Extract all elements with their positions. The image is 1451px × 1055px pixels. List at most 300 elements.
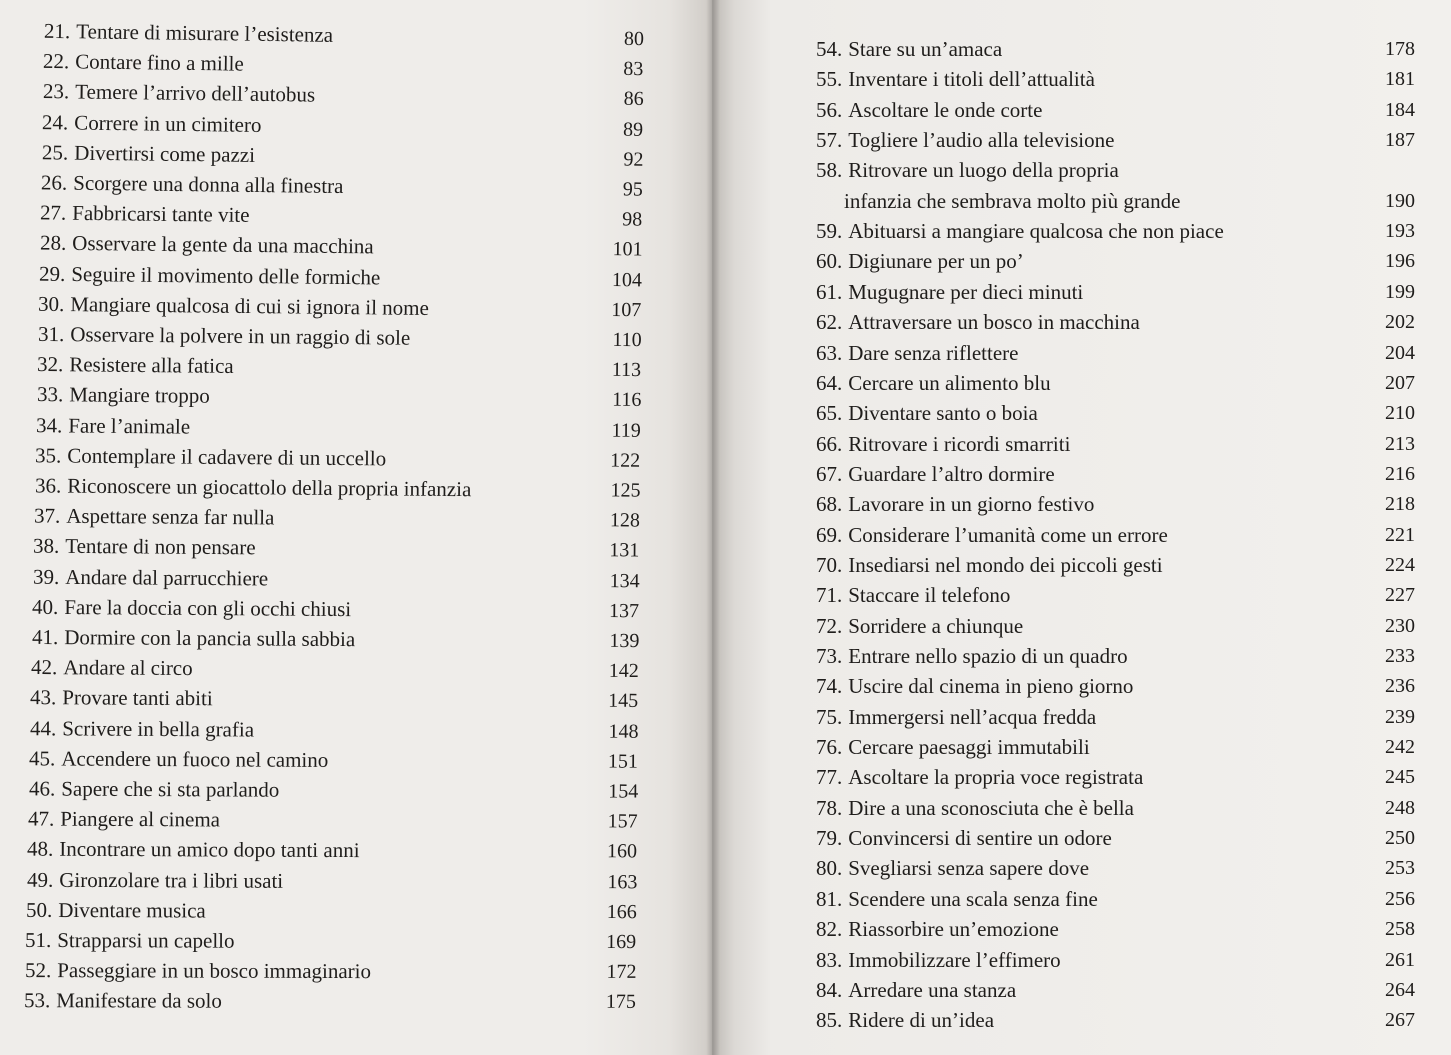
toc-entry-title xyxy=(816,673,1133,699)
toc-entry-number: 31. xyxy=(37,321,65,347)
toc-entry-page-number: 163 xyxy=(606,870,638,893)
toc-entry-text: Sorridere a chiunque xyxy=(848,613,1024,638)
toc-entry-page-number: 119 xyxy=(611,419,641,442)
toc-entry-number: 72. xyxy=(816,613,843,638)
toc-entry-page-number: 125 xyxy=(610,479,641,502)
toc-entry-text: Ascoltare la propria voce registrata xyxy=(848,765,1144,790)
toc-entry-page-number: 139 xyxy=(608,629,640,653)
toc-entry xyxy=(816,188,1415,214)
toc-entry xyxy=(816,157,1415,183)
toc-entry xyxy=(816,431,1415,457)
toc-entry-text: Gironzolare tra i libri usati xyxy=(58,867,283,893)
toc-entry-title xyxy=(816,825,1112,851)
toc-entry-page-number: 160 xyxy=(607,840,638,863)
toc-entry-number: 70. xyxy=(816,552,843,577)
toc-entry-title xyxy=(25,957,371,984)
toc-entry-page-number: 193 xyxy=(1385,220,1415,243)
toc-entry xyxy=(44,18,644,52)
toc-entry-title xyxy=(43,78,316,108)
book-gutter xyxy=(706,0,720,1055)
toc-entry xyxy=(816,855,1415,881)
toc-entry-number: 65. xyxy=(816,401,843,426)
toc-entry-number: 30. xyxy=(38,291,65,316)
toc-entry-title xyxy=(27,866,283,893)
toc-entry-number: 29. xyxy=(38,261,66,286)
toc-entry-page-number: 116 xyxy=(611,389,642,412)
toc-entry-page-number: 131 xyxy=(609,539,640,562)
toc-entry-page-number: 204 xyxy=(1385,341,1415,364)
toc-entry xyxy=(42,109,643,143)
toc-entry-page-number: 80 xyxy=(623,27,645,51)
toc-entry xyxy=(816,1007,1415,1033)
toc-entry-text: Guardare l’altro dormire xyxy=(848,461,1055,486)
toc-entry xyxy=(816,916,1415,942)
toc-entry-text: Fare l’animale xyxy=(68,413,191,439)
toc-entry xyxy=(33,563,640,594)
toc-entry-page-number: 107 xyxy=(611,298,642,322)
toc-entry-text: Dire a una sconosciuta che è bella xyxy=(848,795,1134,820)
toc-entry-text: Mugugnare per dieci minuti xyxy=(848,279,1084,304)
toc-entry-text: Cercare paesaggi immutabili xyxy=(848,735,1090,760)
toc-entry-page-number: 190 xyxy=(1385,189,1415,212)
toc-entry-number: 51. xyxy=(25,927,52,953)
toc-entry xyxy=(35,442,640,473)
toc-entry xyxy=(30,715,639,745)
toc-entry xyxy=(816,491,1415,517)
toc-entry-text: Considerare l’umanità come un errore xyxy=(848,522,1168,547)
toc-entry-title xyxy=(30,715,254,742)
toc-entry-page-number: 202 xyxy=(1385,311,1415,334)
toc-entry-text: Strapparsi un capello xyxy=(57,928,235,953)
toc-entry-text: Piangere al cinema xyxy=(60,806,220,832)
toc-entry-number: 21. xyxy=(43,18,71,44)
toc-entry xyxy=(816,279,1415,305)
toc-entry-text: Uscire dal cinema in pieno giorno xyxy=(848,674,1134,699)
toc-entry-number: 46. xyxy=(28,776,55,801)
toc-entry-page-number: 110 xyxy=(612,328,642,352)
toc-entry-text: Diventare musica xyxy=(58,897,206,923)
toc-entry-text: Abituarsi a mangiare qualcosa che non piace xyxy=(848,219,1224,244)
toc-entry-page-number: 113 xyxy=(611,358,642,382)
toc-entry-title xyxy=(816,127,1114,153)
toc-entry xyxy=(816,127,1415,153)
toc-entry-number: 57. xyxy=(816,128,843,153)
toc-entry xyxy=(25,957,637,985)
toc-entry-title xyxy=(816,552,1163,578)
toc-entry-text: Ritrovare un luogo della propria xyxy=(848,158,1119,183)
toc-entry-title xyxy=(844,188,1180,214)
toc-entry-title xyxy=(28,806,220,833)
toc-entry xyxy=(39,260,642,293)
toc-entry-page-number: 134 xyxy=(609,569,640,592)
toc-entry-number: 53. xyxy=(24,988,51,1013)
toc-entry-page-number: 236 xyxy=(1385,675,1415,698)
toc-entry-page-number: 218 xyxy=(1385,493,1415,516)
toc-entry-text: Correre in un cimitero xyxy=(74,110,262,137)
toc-entry-title xyxy=(30,684,213,711)
toc-entry xyxy=(29,745,638,774)
toc-entry-title xyxy=(816,613,1023,639)
toc-entry-number: 38. xyxy=(33,533,60,559)
toc-entry-text: infanzia che sembrava molto più grande xyxy=(844,188,1181,213)
toc-entry-number: 32. xyxy=(37,352,64,377)
toc-entry-title xyxy=(42,109,262,138)
toc-entry-title xyxy=(816,704,1096,730)
toc-entry xyxy=(816,795,1415,821)
toc-entry-title xyxy=(27,836,360,864)
toc-entry-page-number: 142 xyxy=(608,660,639,683)
toc-entry-title xyxy=(43,48,244,77)
toc-entry-number: 66. xyxy=(816,431,843,456)
toc-entry xyxy=(41,139,643,173)
toc-entry-number: 55. xyxy=(816,67,843,92)
toc-entry-title xyxy=(39,260,381,290)
toc-entry-text: Accendere un fuoco nel camino xyxy=(61,746,329,772)
toc-entry-number: 35. xyxy=(35,443,62,468)
toc-entry xyxy=(816,582,1415,608)
toc-entry xyxy=(816,400,1415,426)
toc-entry-page-number: 239 xyxy=(1385,705,1415,728)
toc-entry-number: 83. xyxy=(816,947,843,972)
toc-entry-number: 33. xyxy=(36,382,63,407)
toc-entry-page-number: 145 xyxy=(608,690,639,713)
toc-entry-page-number: 207 xyxy=(1385,371,1415,394)
toc-entry-number: 84. xyxy=(816,977,843,1002)
toc-entry xyxy=(33,533,639,564)
toc-entry-page-number: 95 xyxy=(622,178,643,201)
toc-entry-number: 24. xyxy=(41,109,69,135)
toc-entry xyxy=(816,886,1415,912)
toc-entry-page-number: 101 xyxy=(612,238,643,261)
toc-entry-title xyxy=(25,927,235,954)
toc-entry-page-number: 175 xyxy=(605,991,637,1014)
toc-entry-page-number: 148 xyxy=(608,720,639,743)
toc-entry-text: Insediarsi nel mondo dei piccoli gesti xyxy=(848,552,1163,577)
toc-entry-number: 64. xyxy=(816,370,843,395)
toc-entry-page-number: 178 xyxy=(1385,38,1415,60)
toc-entry-text: Osservare la gente da una macchina xyxy=(71,231,374,259)
toc-entry-title xyxy=(26,897,206,924)
toc-entry-text: Ascoltare le onde corte xyxy=(848,97,1043,122)
toc-entry-text: Lavorare in un giorno festivo xyxy=(848,492,1095,517)
toc-entry-text: Passeggiare in un bosco immaginario xyxy=(56,958,371,984)
toc-entry-title xyxy=(816,582,1010,608)
toc-entry-title xyxy=(816,461,1055,487)
toc-entry-title xyxy=(38,291,429,321)
toc-entry xyxy=(26,897,637,925)
toc-entry-text: Osservare la polvere in un raggio di sole xyxy=(69,322,411,350)
toc-entry xyxy=(43,78,644,112)
toc-entry-page-number: 227 xyxy=(1385,584,1415,607)
toc-entry-title xyxy=(816,855,1089,881)
toc-entry-text: Manifestare da solo xyxy=(56,988,223,1014)
toc-entry xyxy=(816,522,1415,548)
toc-entry-page-number: 166 xyxy=(606,900,637,923)
toc-entry-text: Fare la doccia con gli occhi chiusi xyxy=(64,594,352,621)
toc-entry xyxy=(816,461,1415,487)
toc-entry-text: Digiunare per un po’ xyxy=(848,249,1024,274)
toc-entry xyxy=(816,977,1415,1003)
toc-entry xyxy=(28,775,637,804)
toc-entry-text: Entrare nello spazio di un quadro xyxy=(848,644,1128,668)
toc-entry-number: 85. xyxy=(816,1008,843,1033)
toc-entry-title xyxy=(32,624,355,652)
toc-entry-page-number: 104 xyxy=(611,268,643,291)
left-page xyxy=(0,0,712,1055)
toc-entry-text: Tentare di misurare l’esistenza xyxy=(76,19,334,47)
toc-entry-text: Attraversare un bosco in macchina xyxy=(848,310,1140,335)
toc-entry-number: 54. xyxy=(816,37,843,61)
toc-entry-text: Resistere alla fatica xyxy=(69,352,234,379)
toc-entry-title xyxy=(816,764,1143,790)
toc-entry xyxy=(31,654,639,684)
toc-entry-page-number: 187 xyxy=(1385,129,1415,152)
toc-entry-title xyxy=(24,988,222,1015)
toc-entry-title xyxy=(816,734,1090,760)
toc-entry-title xyxy=(816,916,1059,942)
toc-entry-text: Fabbricarsi tante vite xyxy=(72,200,250,228)
toc-entry-title xyxy=(816,36,1002,62)
toc-entry-text: Riconoscere un giocattolo della propria infanzia xyxy=(66,473,472,502)
toc-entry-text: Mangiare troppo xyxy=(68,382,210,409)
toc-entry-number: 62. xyxy=(816,310,843,335)
toc-entry-page-number: 169 xyxy=(606,930,637,954)
toc-entry-title xyxy=(38,321,410,351)
toc-entry-number: 48. xyxy=(27,837,54,862)
toc-entry-text: Inventare i titoli dell’attualità xyxy=(848,67,1095,92)
toc-entry xyxy=(40,230,643,263)
toc-entry-title xyxy=(816,1007,994,1033)
toc-entry-text: Cercare un alimento blu xyxy=(848,370,1051,395)
toc-entry-number: 50. xyxy=(25,897,53,922)
toc-entry-title xyxy=(29,745,328,773)
toc-entry-title xyxy=(40,230,374,260)
toc-entry-number: 56. xyxy=(816,97,843,122)
toc-entry-text: Scorgere una donna alla finestra xyxy=(73,170,344,199)
toc-entry-page-number: 83 xyxy=(623,58,644,81)
toc-entry-number: 68. xyxy=(816,492,843,517)
toc-entry-page-number: 242 xyxy=(1385,736,1415,759)
toc-entry-text: Contare fino a mille xyxy=(75,49,245,76)
toc-entry-number: 45. xyxy=(29,746,56,771)
toc-entry-page-number: 213 xyxy=(1385,432,1415,455)
toc-entry xyxy=(816,66,1415,92)
toc-entry-title xyxy=(33,533,256,561)
toc-entry-title xyxy=(816,279,1083,305)
toc-entry-text: Immergersi nell’acqua fredda xyxy=(848,704,1097,729)
toc-entry xyxy=(816,673,1415,699)
toc-entry-title xyxy=(32,594,351,622)
toc-entry-text: Immobilizzare l’effimero xyxy=(848,947,1061,972)
toc-entry-text: Ridere di un’idea xyxy=(848,1008,995,1033)
toc-entry-number: 80. xyxy=(816,856,843,881)
toc-entry-number: 41. xyxy=(31,624,58,650)
toc-entry-text: Svegliarsi senza sapere dove xyxy=(848,856,1090,881)
toc-entry-title xyxy=(41,139,254,168)
toc-entry-number: 76. xyxy=(816,735,843,760)
toc-entry xyxy=(30,684,638,714)
toc-entry xyxy=(37,351,641,383)
toc-entry-number: 60. xyxy=(816,249,843,274)
toc-entry-title xyxy=(35,442,386,471)
toc-entry xyxy=(816,643,1415,669)
toc-entry xyxy=(816,370,1415,396)
toc-entry-page-number: 258 xyxy=(1385,918,1415,941)
toc-entry-page-number: 224 xyxy=(1385,553,1415,576)
toc-entry-number: 75. xyxy=(816,704,843,729)
toc-entry-number: 77. xyxy=(816,765,843,790)
toc-entry-text: Andare dal parrucchiere xyxy=(64,564,269,591)
toc-entry-number: 63. xyxy=(816,340,843,365)
toc-entry xyxy=(816,613,1415,639)
toc-entry-text: Riassorbire un’emozione xyxy=(848,917,1059,942)
toc-entry-text: Scendere una scala senza fine xyxy=(848,886,1098,911)
toc-entry xyxy=(36,381,641,413)
toc-entry-number: 78. xyxy=(816,795,843,820)
toc-entry xyxy=(816,340,1415,366)
toc-entry-text: Tentare di non pensare xyxy=(65,534,257,560)
toc-entry xyxy=(816,97,1415,123)
toc-entry xyxy=(816,734,1415,760)
toc-entry-page-number: 151 xyxy=(607,750,639,773)
toc-entry-page-number: 264 xyxy=(1385,978,1415,1001)
toc-entry-number: 67. xyxy=(816,461,843,486)
toc-entry-title xyxy=(816,947,1061,973)
toc-entry-text: Convincersi di sentire un odore xyxy=(848,826,1112,851)
toc-entry-number: 43. xyxy=(30,685,57,710)
toc-entry-page-number: 221 xyxy=(1385,523,1415,546)
toc-entry-page-number: 250 xyxy=(1385,827,1415,850)
toc-entry-title xyxy=(37,351,234,379)
toc-entry xyxy=(27,866,637,895)
toc-entry-title xyxy=(34,503,275,531)
toc-entry xyxy=(36,412,641,444)
toc-entry xyxy=(32,594,639,624)
toc-entry-number: 25. xyxy=(41,140,68,165)
toc-entry-page-number: 245 xyxy=(1385,766,1415,789)
toc-entry-page-number: 98 xyxy=(622,208,643,231)
toc-entry xyxy=(24,988,636,1016)
toc-entry-title xyxy=(816,97,1042,123)
toc-entry-title xyxy=(816,977,1016,1003)
toc-entry-page-number: 128 xyxy=(609,509,641,532)
toc-entry-title xyxy=(36,381,209,409)
toc-entry-page-number: 181 xyxy=(1385,68,1415,91)
toc-entry-number: 28. xyxy=(39,230,67,256)
toc-entry xyxy=(27,836,637,865)
toc-entry-page-number: 233 xyxy=(1385,645,1415,667)
toc-entry-page-number: 122 xyxy=(610,449,641,472)
toc-entry-title xyxy=(816,218,1224,244)
toc-entry xyxy=(25,927,636,955)
toc-entry-page-number: 157 xyxy=(607,810,638,833)
toc-entry-number: 27. xyxy=(40,200,67,225)
toc-entry-number: 36. xyxy=(34,473,62,498)
toc-entry xyxy=(816,825,1415,851)
toc-entry-number: 40. xyxy=(32,594,59,619)
toc-entry-text: Provare tanti abiti xyxy=(62,685,214,711)
toc-entry xyxy=(816,947,1415,973)
toc-entry-title xyxy=(33,563,268,591)
toc-entry-title xyxy=(40,200,250,228)
toc-entry xyxy=(43,48,644,82)
toc-entry xyxy=(32,624,640,654)
toc-entry-title xyxy=(816,795,1134,821)
toc-entry-text: Stare su un’amaca xyxy=(848,37,1003,61)
toc-entry-page-number: 261 xyxy=(1385,948,1415,971)
toc-entry-number: 59. xyxy=(816,219,843,244)
toc-entry-title xyxy=(36,412,190,439)
toc-entry-title xyxy=(816,491,1094,517)
toc-entry-number: 34. xyxy=(35,412,63,437)
toc-entry xyxy=(38,321,642,353)
toc-entry-number: 58. xyxy=(816,158,843,183)
toc-entry-page-number: 248 xyxy=(1385,796,1415,819)
toc-entry xyxy=(34,503,640,534)
toc-entry-page-number: 196 xyxy=(1385,250,1415,273)
toc-entry-text: Incontrare un amico dopo tanti anni xyxy=(59,837,360,863)
toc-entry-text: Togliere l’audio alla televisione xyxy=(848,128,1115,153)
toc-entry-text: Mangiare qualcosa di cui si ignora il nome xyxy=(70,291,430,320)
toc-entry-number: 49. xyxy=(26,867,53,892)
toc-entry-text: Diventare santo o boia xyxy=(848,401,1038,426)
toc-entry-title xyxy=(31,654,193,681)
toc-entry xyxy=(816,552,1415,578)
toc-entry xyxy=(816,309,1415,335)
toc-entry-title xyxy=(816,248,1024,274)
toc-entry-number: 37. xyxy=(33,503,61,528)
toc-entry-page-number: 199 xyxy=(1385,280,1415,303)
toc-entry xyxy=(41,169,643,202)
toc-entry-number: 69. xyxy=(816,522,843,547)
toc-entry xyxy=(28,806,638,835)
toc-entry-page-number: 256 xyxy=(1385,887,1415,910)
toc-entry-text: Dormire con la pancia sulla sabbia xyxy=(63,625,355,652)
toc-entry xyxy=(816,704,1415,730)
toc-entry-number: 73. xyxy=(816,644,843,668)
toc-entry-number: 61. xyxy=(816,279,843,304)
toc-entry-title xyxy=(41,169,344,199)
toc-entry-text: Dare senza riflettere xyxy=(848,340,1019,365)
toc-entry-title xyxy=(44,18,333,48)
toc-entry xyxy=(38,291,642,324)
toc-entry-title xyxy=(816,522,1168,548)
right-page xyxy=(712,0,1451,1055)
toc-entry-text: Seguire il movimento delle formiche xyxy=(71,261,381,290)
toc-entry-title xyxy=(816,157,1119,183)
toc-entry-page-number: 154 xyxy=(607,780,638,803)
toc-entry-page-number: 230 xyxy=(1385,614,1415,637)
toc-entry-page-number: 137 xyxy=(609,599,640,623)
toc-entry xyxy=(816,764,1415,790)
toc-entry-number: 81. xyxy=(816,886,843,911)
toc-entry-text: Temere l’arrivo dell’autobus xyxy=(74,79,316,108)
toc-entry-page-number: 86 xyxy=(623,88,644,111)
toc-entry-text: Ritrovare i ricordi smarriti xyxy=(848,431,1071,456)
toc-entry-number: 82. xyxy=(816,917,843,942)
toc-entry-number: 26. xyxy=(40,170,68,195)
toc-entry-text: Divertirsi come pazzi xyxy=(73,140,255,167)
toc-entry-text: Arredare una stanza xyxy=(848,977,1017,1002)
toc-entry-page-number: 253 xyxy=(1385,857,1415,880)
toc-entry xyxy=(816,36,1415,62)
toc-entry-number: 22. xyxy=(43,49,70,74)
toc-entry-title xyxy=(816,340,1018,366)
toc-entry-page-number: 210 xyxy=(1385,402,1415,425)
toc-entry-title xyxy=(816,431,1070,457)
toc-entry-text: Scrivere in bella grafia xyxy=(61,715,254,742)
toc-entry-number: 39. xyxy=(32,564,60,589)
